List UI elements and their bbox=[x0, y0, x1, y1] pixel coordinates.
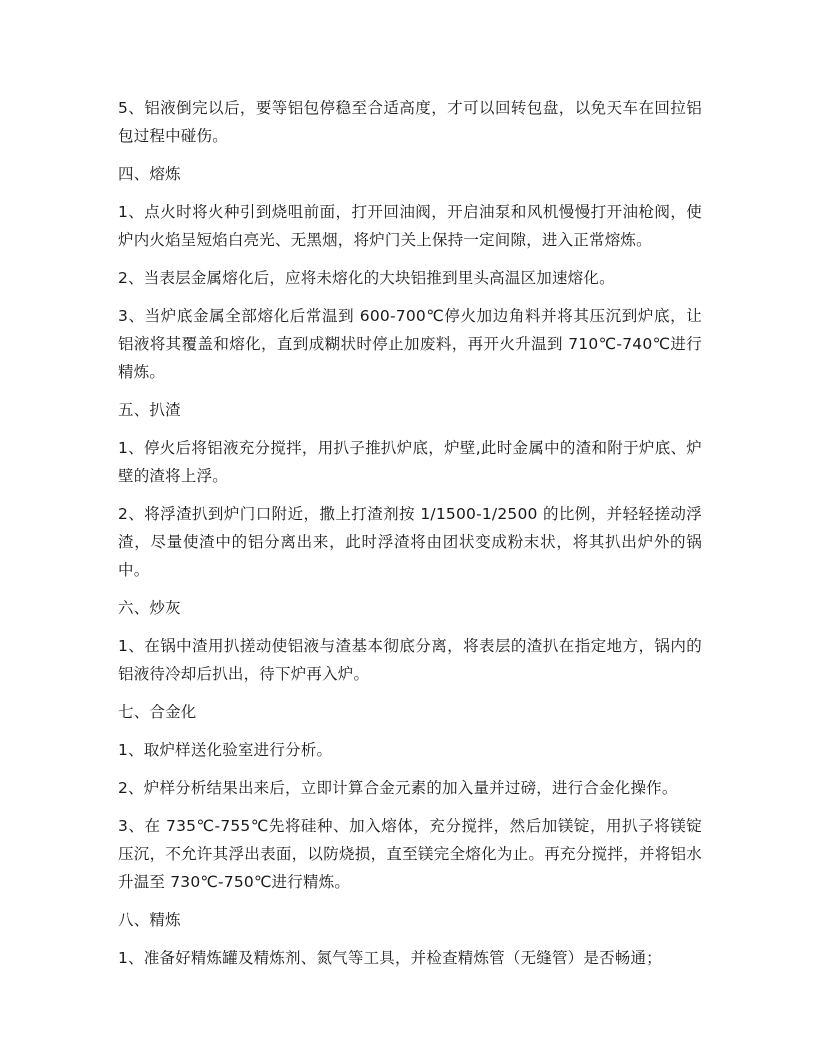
section-heading-alloying: 七、合金化 bbox=[118, 703, 197, 721]
section-heading-smelting: 四、熔炼 bbox=[118, 165, 181, 183]
paragraph-ash-frying-1: 1、在锅中渣用扒搓动使铝液与渣基本彻底分离，将表层的渣扒在指定地方，锅内的铝液待冷却后扒出，待下炉再入炉。 bbox=[118, 637, 702, 683]
paragraph-alloying-2: 2、炉样分析结果出来后，立即计算合金元素的加入量并过磅，进行合金化操作。 bbox=[118, 779, 678, 797]
section-heading-ash-frying: 六、炒灰 bbox=[118, 599, 181, 617]
paragraph-5-ladle: 5、铝液倒完以后，要等铝包停稳至合适高度，才可以回转包盘，以免天车在回拉铝包过程中碰伤。 bbox=[118, 99, 702, 145]
section-heading-refining: 八、精炼 bbox=[118, 911, 181, 929]
paragraph-skimming-1: 1、停火后将铝液充分搅拌，用扒子推扒炉底，炉壁,此时金属中的渣和附于炉底、炉壁的渣将上浮。 bbox=[118, 439, 702, 485]
paragraph-smelting-3: 3、当炉底金属全部熔化后常温到 600-700℃停火加边角料并将其压沉到炉底，让铝液将其覆盖和熔化，直到成糊状时停止加废料，再开火升温到 710℃-740℃进行精炼。 bbox=[118, 307, 702, 381]
paragraph-alloying-3: 3、在 735℃-755℃先将硅种、加入熔体，充分搅拌，然后加镁锭，用扒子将镁锭压沉，不允许其浮出表面，以防烧损，直至镁完全熔化为止。再充分搅拌，并将铝水升温至 730℃-750℃进行精炼。 bbox=[118, 817, 702, 891]
paragraph-skimming-2: 2、将浮渣扒到炉门口附近，撒上打渣剂按 1/1500-1/2500 的比例，并轻轻搓动浮渣，尽量使渣中的铝分离出来，此时浮渣将由团状变成粉末状，将其扒出炉外的锅中。 bbox=[118, 505, 702, 579]
document-page bbox=[118, 94, 702, 982]
section-heading-skimming: 五、扒渣 bbox=[118, 401, 181, 419]
paragraph-smelting-1: 1、点火时将火种引到烧咀前面，打开回油阀，开启油泵和风机慢慢打开油枪阀，使炉内火焰呈短焰白亮光、无黑烟，将炉门关上保持一定间隙，进入正常熔炼。 bbox=[118, 203, 702, 249]
paragraph-alloying-1: 1、取炉样送化验室进行分析。 bbox=[118, 741, 333, 759]
paragraph-refining-1: 1、准备好精炼罐及精炼剂、氮气等工具，并检查精炼管（无缝管）是否畅通； bbox=[118, 949, 662, 967]
paragraph-smelting-2: 2、当表层金属熔化后，应将未熔化的大块铝推到里头高温区加速熔化。 bbox=[118, 269, 615, 287]
